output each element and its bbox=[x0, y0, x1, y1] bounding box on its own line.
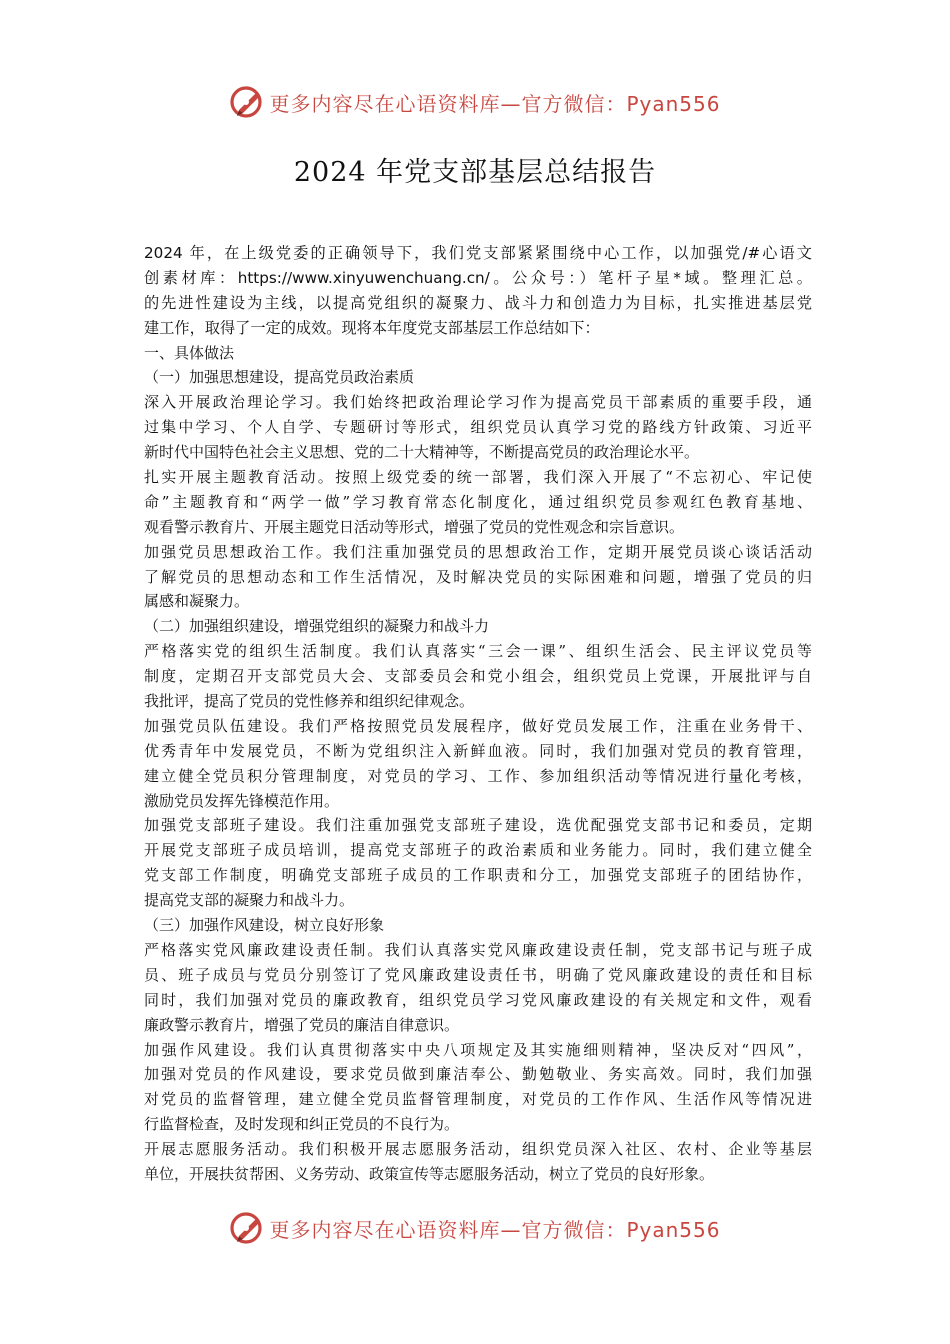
text-line: 单位，开展扶贫帮困、义务劳动、政策宣传等志愿服务活动，树立了党员的良好形象。 bbox=[144, 1164, 715, 1183]
text-line: 加强党员队伍建设。我们严格按照党员发展程序，做好党员发展工作，注重在业务骨干、 bbox=[144, 716, 812, 735]
text-line: 同时，我们加强对党员的廉政教育，组织党员学习党风廉政建设的有关规定和文件，观看 bbox=[144, 990, 812, 1009]
pen-logo-icon bbox=[229, 83, 267, 121]
text-line: 创素材库：https://www.xinyuwenchuang.cn/。公众号：）笔杆子星*域。整理汇总。 bbox=[144, 268, 812, 287]
text-line: 加强对党员的作风建设，要求党员做到廉洁奉公、勤勉敬业、务实高效。同时，我们加强 bbox=[144, 1065, 812, 1084]
text-line: 优秀青年中发展党员，不断为党组织注入新鲜血液。同时，我们加强对党员的教育管理， bbox=[144, 741, 812, 760]
text-line: 一、具体做法 bbox=[144, 343, 235, 362]
banner-text: 更多内容尽在心语资料库—官方微信：Pyan556 bbox=[269, 91, 721, 116]
footer-banner bbox=[0, 1208, 950, 1248]
text-line: 廉政警示教育片，增强了党员的廉洁自律意识。 bbox=[144, 1015, 460, 1034]
text-line: 行监督检查，及时发现和纠正党员的不良行为。 bbox=[144, 1115, 460, 1134]
text-line: 建立健全党员积分管理制度，对党员的学习、工作、参加组织活动等情况进行量化考核， bbox=[144, 766, 812, 785]
text-line: （二）加强组织建设，增强党组织的凝聚力和战斗力 bbox=[144, 617, 490, 636]
text-line: 观看警示教育片、开展主题党日活动等形式，增强了党员的党性观念和宗旨意识。 bbox=[144, 517, 685, 536]
text-line: 严格落实党的组织生活制度。我们认真落实“三会一课”、组织生活会、民主评议党员等 bbox=[144, 642, 812, 661]
page-title: 2024 年党支部基层总结报告 bbox=[293, 157, 657, 188]
text-line: 加强党员思想政治工作。我们注重加强党员的思想政治工作，定期开展党员谈心谈话活动 bbox=[144, 542, 812, 561]
text-line: 我批评，提高了党员的党性修养和组织纪律观念。 bbox=[144, 692, 475, 711]
text-line: 开展志愿服务活动。我们积极开展志愿服务活动，组织党员深入社区、农村、企业等基层 bbox=[144, 1140, 812, 1159]
text-line: （三）加强作风建设，树立良好形象 bbox=[144, 916, 385, 935]
text-line: 员、班子成员与党员分别签订了党风廉政建设责任书，明确了党风廉政建设的责任和目标 bbox=[144, 965, 812, 984]
text-line: 加强作风建设。我们认真贯彻落实中央八项规定及其实施细则精神，坚决反对“四风”， bbox=[144, 1040, 812, 1059]
document-body bbox=[144, 241, 812, 1187]
text-line: 建工作，取得了一定的成效。现将本年度党支部基层工作总结如下： bbox=[144, 318, 600, 337]
text-line: 新时代中国特色社会主义思想、党的二十大精神等，不断提高党员的政治理论水平。 bbox=[144, 443, 700, 462]
text-line: 加强党支部班子建设。我们注重加强党支部班子建设，选优配强党支部书记和委员，定期 bbox=[144, 816, 812, 835]
text-line: 党支部工作制度，明确党支部班子成员的工作职责和分工，加强党支部班子的团结协作， bbox=[144, 866, 812, 885]
text-line: 对党员的监督管理，建立健全党员监督管理制度，对党员的工作作风、生活作风等情况进 bbox=[144, 1090, 812, 1109]
header-banner bbox=[0, 82, 950, 122]
text-line: 了解党员的思想动态和工作生活情况，及时解决党员的实际困难和问题，增强了党员的归 bbox=[144, 567, 812, 586]
text-line: 的先进性建设为主线，以提高党组织的凝聚力、战斗力和创造力为目标，扎实推进基层党 bbox=[144, 293, 812, 312]
pen-logo-icon bbox=[229, 1209, 267, 1247]
text-line: 严格落实党风廉政建设责任制。我们认真落实党风廉政建设责任制，党支部书记与班子成 bbox=[144, 940, 812, 959]
banner-text: 更多内容尽在心语资料库—官方微信：Pyan556 bbox=[269, 1217, 721, 1242]
text-line: 开展党支部班子成员培训，提高党支部班子的政治素质和业务能力。同时，我们建立健全 bbox=[144, 841, 812, 860]
text-line: 扎实开展主题教育活动。按照上级党委的统一部署，我们深入开展了“不忘初心、牢记使 bbox=[144, 468, 812, 487]
text-line: 激励党员发挥先锋模范作用。 bbox=[144, 791, 340, 810]
text-line: 制度，定期召开支部党员大会、支部委员会和党小组会，组织党员上党课，开展批评与自 bbox=[144, 667, 812, 686]
text-line: 2024 年，在上级党委的正确领导下，我们党支部紧紧围绕中心工作，以加强党/#心语文 bbox=[144, 244, 812, 262]
text-line: 命”主题教育和“两学一做”学习教育常态化制度化，通过组织党员参观红色教育基地、 bbox=[144, 492, 812, 511]
text-line: 深入开展政治理论学习。我们始终把政治理论学习作为提高党员干部素质的重要手段，通 bbox=[144, 393, 812, 412]
text-line: （一）加强思想建设，提高党员政治素质 bbox=[144, 368, 415, 387]
text-line: 属感和凝聚力。 bbox=[144, 592, 250, 611]
text-line: 提高党支部的凝聚力和战斗力。 bbox=[144, 891, 355, 910]
text-line: 过集中学习、个人自学、专题研讨等形式，组织党员认真学习党的路线方针政策、习近平 bbox=[144, 418, 812, 437]
